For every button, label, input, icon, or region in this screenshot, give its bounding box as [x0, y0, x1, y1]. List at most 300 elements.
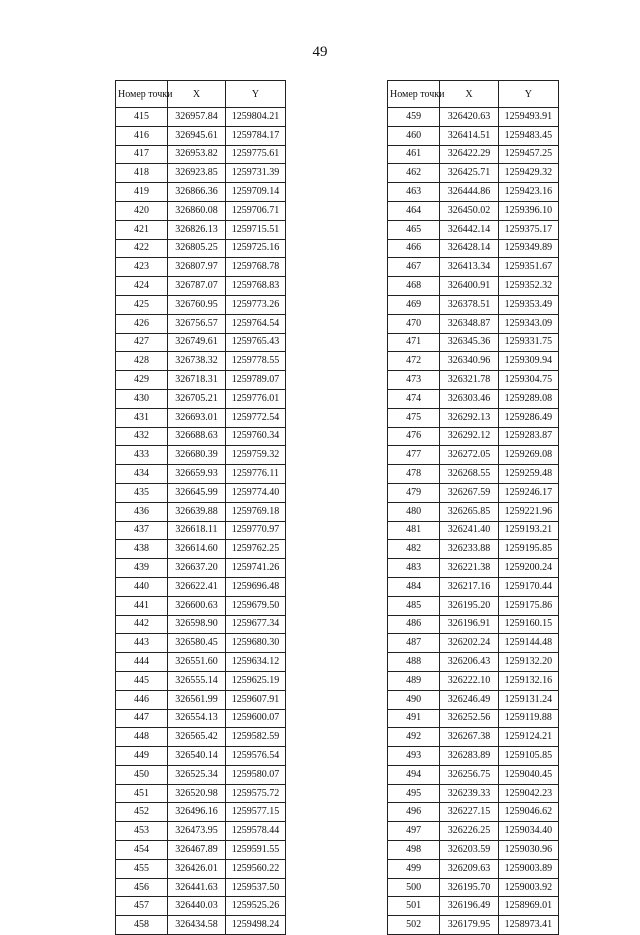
table-row [116, 671, 286, 690]
cell-point-number: 498 [388, 841, 440, 860]
cell-point-number: 434 [116, 465, 168, 484]
cell-point-number: 455 [116, 859, 168, 878]
table-row [116, 784, 286, 803]
cell-point-number: 426 [116, 314, 168, 333]
cell-y: 1259696.48 [226, 577, 286, 596]
cell-point-number: 482 [388, 540, 440, 559]
cell-y: 1259034.40 [498, 822, 558, 841]
table-row [388, 352, 559, 371]
cell-point-number: 470 [388, 314, 440, 333]
table-row [116, 408, 286, 427]
cell-point-number: 422 [116, 239, 168, 258]
cell-y: 1259457.25 [498, 145, 558, 164]
cell-point-number: 465 [388, 220, 440, 239]
table-row [388, 314, 559, 333]
cell-y: 1259030.96 [498, 841, 558, 860]
cell-point-number: 469 [388, 295, 440, 314]
cell-y: 1259725.16 [226, 239, 286, 258]
cell-y: 1259221.96 [498, 502, 558, 521]
cell-point-number: 456 [116, 878, 168, 897]
cell-x: 326267.38 [440, 728, 498, 747]
cell-y: 1259493.91 [498, 108, 558, 127]
cell-point-number: 501 [388, 897, 440, 916]
cell-y: 1259170.44 [498, 577, 558, 596]
cell-point-number: 463 [388, 183, 440, 202]
cell-point-number: 490 [388, 690, 440, 709]
cell-x: 326520.98 [168, 784, 226, 803]
cell-point-number: 468 [388, 277, 440, 296]
cell-point-number: 486 [388, 615, 440, 634]
cell-x: 326580.45 [168, 634, 226, 653]
cell-x: 326637.20 [168, 559, 226, 578]
table-row [116, 709, 286, 728]
cell-point-number: 461 [388, 145, 440, 164]
table-row [116, 521, 286, 540]
cell-x: 326860.08 [168, 201, 226, 220]
cell-x: 326639.88 [168, 502, 226, 521]
cell-point-number: 466 [388, 239, 440, 258]
table-row [116, 916, 286, 935]
cell-point-number: 478 [388, 465, 440, 484]
table-row [116, 314, 286, 333]
cell-x: 326450.02 [440, 201, 498, 220]
cell-y: 1259768.83 [226, 277, 286, 296]
cell-y: 1258973.41 [498, 916, 558, 935]
table-row [116, 859, 286, 878]
cell-y: 1259498.24 [226, 916, 286, 935]
cell-x: 326217.16 [440, 577, 498, 596]
cell-point-number: 443 [116, 634, 168, 653]
cell-point-number: 494 [388, 765, 440, 784]
table-row [388, 803, 559, 822]
cell-x: 326414.51 [440, 126, 498, 145]
table-row [116, 596, 286, 615]
cell-point-number: 467 [388, 258, 440, 277]
cell-x: 326252.56 [440, 709, 498, 728]
cell-x: 326866.36 [168, 183, 226, 202]
table-row [388, 502, 559, 521]
cell-y: 1259762.25 [226, 540, 286, 559]
cell-x: 326738.32 [168, 352, 226, 371]
cell-y: 1259131.24 [498, 690, 558, 709]
cell-y: 1259768.78 [226, 258, 286, 277]
cell-x: 326705.21 [168, 389, 226, 408]
table-row [388, 747, 559, 766]
table-row [116, 615, 286, 634]
cell-x: 326923.85 [168, 164, 226, 183]
table-row [388, 559, 559, 578]
cell-x: 326760.95 [168, 295, 226, 314]
cell-y: 1259349.89 [498, 239, 558, 258]
cell-x: 326554.13 [168, 709, 226, 728]
cell-point-number: 433 [116, 446, 168, 465]
cell-x: 326206.43 [440, 653, 498, 672]
table-row [388, 709, 559, 728]
cell-y: 1259776.01 [226, 389, 286, 408]
cell-y: 1258969.01 [498, 897, 558, 916]
cell-point-number: 448 [116, 728, 168, 747]
table-row [116, 897, 286, 916]
cell-point-number: 452 [116, 803, 168, 822]
table-row [388, 916, 559, 935]
cell-point-number: 485 [388, 596, 440, 615]
cell-point-number: 430 [116, 389, 168, 408]
cell-y: 1259775.61 [226, 145, 286, 164]
cell-x: 326292.13 [440, 408, 498, 427]
cell-y: 1259577.15 [226, 803, 286, 822]
cell-point-number: 476 [388, 427, 440, 446]
cell-x: 326222.10 [440, 671, 498, 690]
cell-y: 1259770.97 [226, 521, 286, 540]
cell-y: 1259560.22 [226, 859, 286, 878]
cell-y: 1259040.45 [498, 765, 558, 784]
table-row [116, 220, 286, 239]
cell-point-number: 451 [116, 784, 168, 803]
cell-x: 326227.15 [440, 803, 498, 822]
cell-x: 326428.14 [440, 239, 498, 258]
table-row [116, 747, 286, 766]
cell-point-number: 493 [388, 747, 440, 766]
cell-x: 326598.90 [168, 615, 226, 634]
cell-point-number: 472 [388, 352, 440, 371]
cell-y: 1259582.59 [226, 728, 286, 747]
table-row [116, 841, 286, 860]
cell-y: 1259375.17 [498, 220, 558, 239]
cell-point-number: 454 [116, 841, 168, 860]
cell-y: 1259576.54 [226, 747, 286, 766]
cell-point-number: 484 [388, 577, 440, 596]
cell-x: 326303.46 [440, 389, 498, 408]
cell-point-number: 445 [116, 671, 168, 690]
cell-x: 326555.14 [168, 671, 226, 690]
cell-x: 326268.55 [440, 465, 498, 484]
table-row [116, 427, 286, 446]
cell-x: 326561.99 [168, 690, 226, 709]
table-row [388, 183, 559, 202]
cell-x: 326202.24 [440, 634, 498, 653]
table-row [116, 145, 286, 164]
cell-point-number: 415 [116, 108, 168, 127]
cell-point-number: 425 [116, 295, 168, 314]
table-row [388, 596, 559, 615]
table-row [388, 258, 559, 277]
table-row [388, 389, 559, 408]
cell-x: 326440.03 [168, 897, 226, 916]
cell-y: 1259352.32 [498, 277, 558, 296]
cell-y: 1259105.85 [498, 747, 558, 766]
cell-y: 1259679.50 [226, 596, 286, 615]
cell-x: 326221.38 [440, 559, 498, 578]
table-row [116, 690, 286, 709]
cell-y: 1259741.26 [226, 559, 286, 578]
cell-point-number: 447 [116, 709, 168, 728]
cell-point-number: 444 [116, 653, 168, 672]
table-row [388, 634, 559, 653]
table-row [388, 878, 559, 897]
cell-point-number: 462 [388, 164, 440, 183]
cell-point-number: 432 [116, 427, 168, 446]
cell-y: 1259003.89 [498, 859, 558, 878]
cell-x: 326321.78 [440, 371, 498, 390]
cell-x: 326756.57 [168, 314, 226, 333]
cell-x: 326787.07 [168, 277, 226, 296]
cell-y: 1259772.54 [226, 408, 286, 427]
table-row [388, 164, 559, 183]
table-row [116, 371, 286, 390]
cell-x: 326345.36 [440, 333, 498, 352]
table-header-row [388, 81, 559, 108]
table-row [388, 295, 559, 314]
cell-point-number: 418 [116, 164, 168, 183]
cell-x: 326718.31 [168, 371, 226, 390]
cell-x: 326434.58 [168, 916, 226, 935]
cell-y: 1259709.14 [226, 183, 286, 202]
cell-y: 1259132.16 [498, 671, 558, 690]
cell-x: 326239.33 [440, 784, 498, 803]
cell-y: 1259331.75 [498, 333, 558, 352]
cell-point-number: 457 [116, 897, 168, 916]
cell-y: 1259175.86 [498, 596, 558, 615]
cell-x: 326693.01 [168, 408, 226, 427]
table-row [388, 145, 559, 164]
table-row [116, 126, 286, 145]
cell-y: 1259343.09 [498, 314, 558, 333]
cell-x: 326400.91 [440, 277, 498, 296]
cell-x: 326196.91 [440, 615, 498, 634]
cell-x: 326659.93 [168, 465, 226, 484]
table-row [388, 690, 559, 709]
cell-x: 326945.61 [168, 126, 226, 145]
cell-x: 326179.95 [440, 916, 498, 935]
cell-y: 1259124.21 [498, 728, 558, 747]
cell-point-number: 427 [116, 333, 168, 352]
cell-x: 326441.63 [168, 878, 226, 897]
cell-point-number: 421 [116, 220, 168, 239]
cell-x: 326420.63 [440, 108, 498, 127]
cell-x: 326953.82 [168, 145, 226, 164]
cell-x: 326241.40 [440, 521, 498, 540]
table-row [388, 822, 559, 841]
cell-point-number: 446 [116, 690, 168, 709]
table-row [388, 201, 559, 220]
cell-x: 326195.70 [440, 878, 498, 897]
table-row [388, 653, 559, 672]
cell-y: 1259246.17 [498, 483, 558, 502]
header-x: X [168, 81, 226, 108]
cell-point-number: 438 [116, 540, 168, 559]
cell-x: 326614.60 [168, 540, 226, 559]
table-row [388, 540, 559, 559]
table-row [116, 333, 286, 352]
table-row [116, 577, 286, 596]
cell-point-number: 417 [116, 145, 168, 164]
cell-x: 326226.25 [440, 822, 498, 841]
cell-x: 326413.34 [440, 258, 498, 277]
cell-x: 326378.51 [440, 295, 498, 314]
table-row [388, 784, 559, 803]
cell-x: 326283.89 [440, 747, 498, 766]
cell-point-number: 464 [388, 201, 440, 220]
table-row [116, 502, 286, 521]
table-row [388, 427, 559, 446]
table-row [388, 671, 559, 690]
coordinates-table-right [387, 80, 559, 935]
cell-y: 1259607.91 [226, 690, 286, 709]
cell-point-number: 419 [116, 183, 168, 202]
table-row [388, 465, 559, 484]
table-row [388, 220, 559, 239]
cell-point-number: 453 [116, 822, 168, 841]
table-row [116, 559, 286, 578]
table-row [116, 352, 286, 371]
cell-x: 326957.84 [168, 108, 226, 127]
cell-point-number: 428 [116, 352, 168, 371]
table-row [388, 521, 559, 540]
cell-x: 326425.71 [440, 164, 498, 183]
cell-x: 326348.87 [440, 314, 498, 333]
page-number: 49 [312, 44, 328, 60]
table-row [388, 841, 559, 860]
header-point-number: Номер точки [388, 81, 440, 108]
coordinates-table-left [115, 80, 286, 935]
cell-x: 326422.29 [440, 145, 498, 164]
table-body [116, 108, 286, 935]
cell-point-number: 475 [388, 408, 440, 427]
table-row [388, 765, 559, 784]
cell-point-number: 502 [388, 916, 440, 935]
cell-x: 326680.39 [168, 446, 226, 465]
cell-point-number: 441 [116, 596, 168, 615]
cell-point-number: 500 [388, 878, 440, 897]
table-row [116, 201, 286, 220]
cell-point-number: 449 [116, 747, 168, 766]
cell-y: 1259525.26 [226, 897, 286, 916]
cell-point-number: 499 [388, 859, 440, 878]
cell-y: 1259286.49 [498, 408, 558, 427]
header-y: Y [498, 81, 558, 108]
cell-x: 326473.95 [168, 822, 226, 841]
cell-y: 1259269.08 [498, 446, 558, 465]
cell-point-number: 492 [388, 728, 440, 747]
table-body [388, 108, 559, 935]
cell-y: 1259625.19 [226, 671, 286, 690]
table-row [388, 728, 559, 747]
cell-y: 1259776.11 [226, 465, 286, 484]
table-row [388, 615, 559, 634]
cell-point-number: 423 [116, 258, 168, 277]
cell-x: 326600.63 [168, 596, 226, 615]
cell-y: 1259769.18 [226, 502, 286, 521]
cell-x: 326645.99 [168, 483, 226, 502]
cell-point-number: 440 [116, 577, 168, 596]
cell-y: 1259784.17 [226, 126, 286, 145]
cell-y: 1259773.26 [226, 295, 286, 314]
table-row [388, 859, 559, 878]
header-x: X [440, 81, 498, 108]
cell-x: 326540.14 [168, 747, 226, 766]
cell-point-number: 491 [388, 709, 440, 728]
cell-y: 1259591.55 [226, 841, 286, 860]
table-row [388, 483, 559, 502]
cell-y: 1259537.50 [226, 878, 286, 897]
cell-y: 1259578.44 [226, 822, 286, 841]
cell-y: 1259680.30 [226, 634, 286, 653]
cell-point-number: 481 [388, 521, 440, 540]
cell-x: 326209.63 [440, 859, 498, 878]
table-row [388, 239, 559, 258]
cell-y: 1259119.88 [498, 709, 558, 728]
cell-y: 1259304.75 [498, 371, 558, 390]
table-row [388, 108, 559, 127]
cell-point-number: 424 [116, 277, 168, 296]
cell-x: 326622.41 [168, 577, 226, 596]
table-row [116, 483, 286, 502]
cell-y: 1259804.21 [226, 108, 286, 127]
cell-point-number: 437 [116, 521, 168, 540]
table-row [116, 465, 286, 484]
cell-point-number: 439 [116, 559, 168, 578]
cell-point-number: 471 [388, 333, 440, 352]
table-header-row [116, 81, 286, 108]
cell-x: 326426.01 [168, 859, 226, 878]
table-row [116, 389, 286, 408]
cell-x: 326496.16 [168, 803, 226, 822]
table-row [116, 277, 286, 296]
cell-point-number: 479 [388, 483, 440, 502]
cell-y: 1259778.55 [226, 352, 286, 371]
cell-x: 326233.88 [440, 540, 498, 559]
cell-y: 1259283.87 [498, 427, 558, 446]
cell-x: 326292.12 [440, 427, 498, 446]
table-row [116, 822, 286, 841]
cell-x: 326805.25 [168, 239, 226, 258]
cell-x: 326272.05 [440, 446, 498, 465]
table-row [116, 653, 286, 672]
cell-point-number: 480 [388, 502, 440, 521]
cell-y: 1259715.51 [226, 220, 286, 239]
cell-y: 1259144.48 [498, 634, 558, 653]
cell-point-number: 435 [116, 483, 168, 502]
cell-y: 1259309.94 [498, 352, 558, 371]
cell-point-number: 458 [116, 916, 168, 935]
table-row [388, 371, 559, 390]
cell-point-number: 459 [388, 108, 440, 127]
cell-y: 1259429.32 [498, 164, 558, 183]
cell-y: 1259677.34 [226, 615, 286, 634]
cell-point-number: 429 [116, 371, 168, 390]
cell-y: 1259193.21 [498, 521, 558, 540]
cell-x: 326195.20 [440, 596, 498, 615]
cell-x: 326807.97 [168, 258, 226, 277]
cell-y: 1259765.43 [226, 333, 286, 352]
cell-y: 1259634.12 [226, 653, 286, 672]
table-row [116, 765, 286, 784]
cell-x: 326203.59 [440, 841, 498, 860]
cell-point-number: 442 [116, 615, 168, 634]
table-row [388, 446, 559, 465]
cell-y: 1259575.72 [226, 784, 286, 803]
cell-y: 1259200.24 [498, 559, 558, 578]
cell-y: 1259483.45 [498, 126, 558, 145]
cell-x: 326267.59 [440, 483, 498, 502]
cell-x: 326246.49 [440, 690, 498, 709]
cell-x: 326444.86 [440, 183, 498, 202]
cell-y: 1259580.07 [226, 765, 286, 784]
cell-point-number: 477 [388, 446, 440, 465]
cell-y: 1259195.85 [498, 540, 558, 559]
cell-y: 1259396.10 [498, 201, 558, 220]
cell-y: 1259160.15 [498, 615, 558, 634]
